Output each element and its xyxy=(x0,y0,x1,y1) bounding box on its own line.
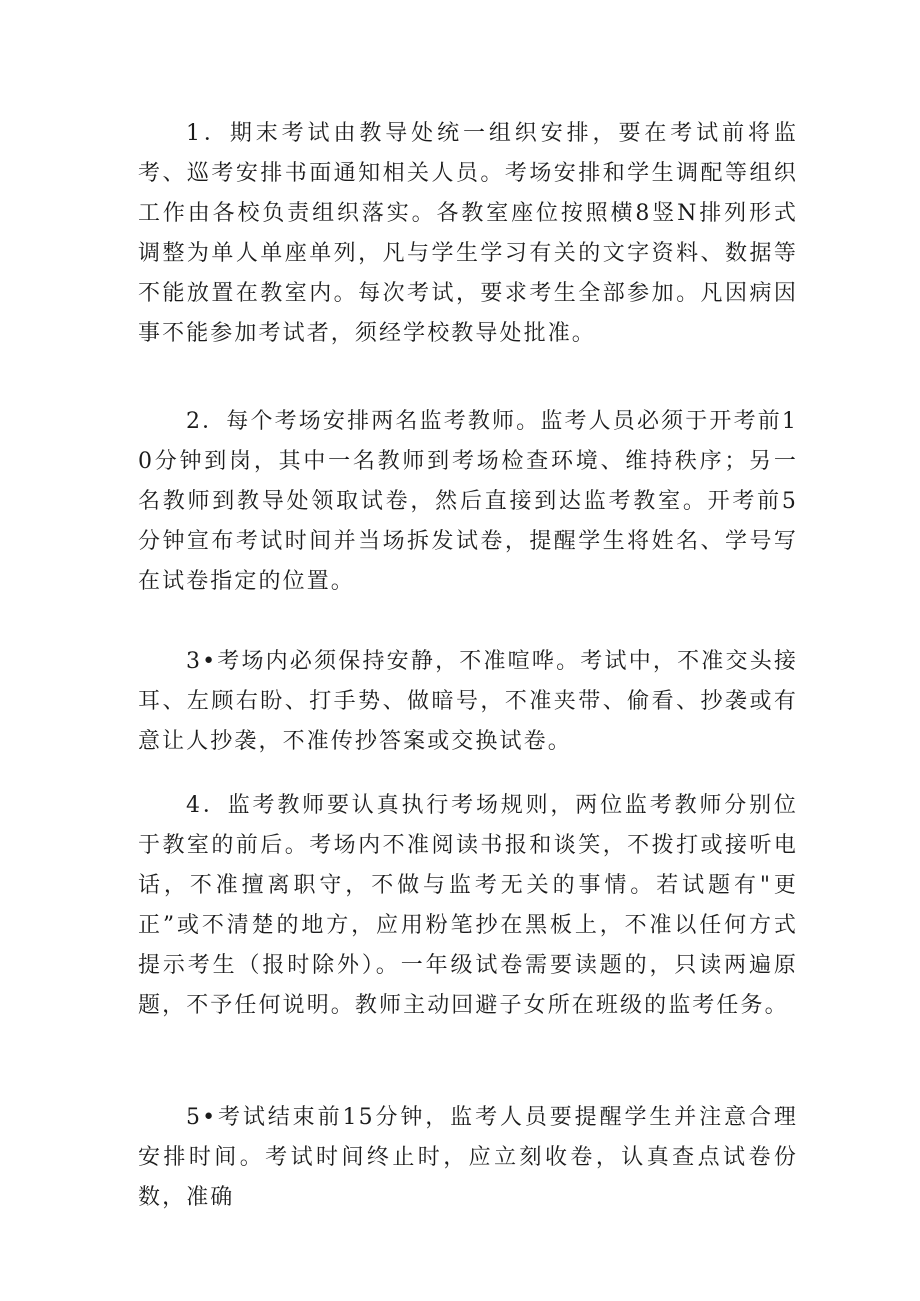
paragraph-4: 4．监考教师要认真执行考场规则，两位监考教师分别位于教室的前后。考场内不准阅读书报和谈笑，不拨打或接听电话，不准擅离职守，不做与监考无关的事情。若试题有"更正”或不清楚的地方，应用粉笔抄在黑板上，不准以任何方式提示考生（报时除外）。一年级试卷需要读题的，只读两遍原题，不予任何说明。教师主动回避子女所在班级的监考任务。 xyxy=(138,793,798,1018)
paragraph-2: 2．每个考场安排两名监考教师。监考人员必须于开考前10分钟到岗，其中一名教师到考场检查环境、维持秩序；另一名教师到教导处领取试卷，然后直接到达监考教室。开考前5分钟宣布考试时间并当场拆发试卷，提醒学生将姓名、学号写在试卷指定的位置。 xyxy=(138,409,798,594)
paragraph-3: 3•考场内必须保持安静，不准喧哗。考试中，不准交头接耳、左顾右盼、打手势、做暗号，不准夹带、偷看、抄袭或有意让人抄袭，不准传抄答案或交换试卷。 xyxy=(138,649,798,754)
paragraph-1: 1．期末考试由教导处统一组织安排，要在考试前将监考、巡考安排书面通知相关人员。考场安排和学生调配等组织工作由各校负责组织落实。各教室座位按照横8竖N排列形式调整为单人单座单列，凡与学生学习有关的文字资料、数据等不能放置在教室内。每次考试，要求考生全部参加。凡因病因事不能参加考试者，须经学校教导处批准。 xyxy=(138,121,798,346)
paragraph-5: 5•考试结束前15分钟，监考人员要提醒学生并注意合理安排时间。考试时间终止时，应立刻收卷，认真查点试卷份数，准确 xyxy=(138,1105,798,1210)
